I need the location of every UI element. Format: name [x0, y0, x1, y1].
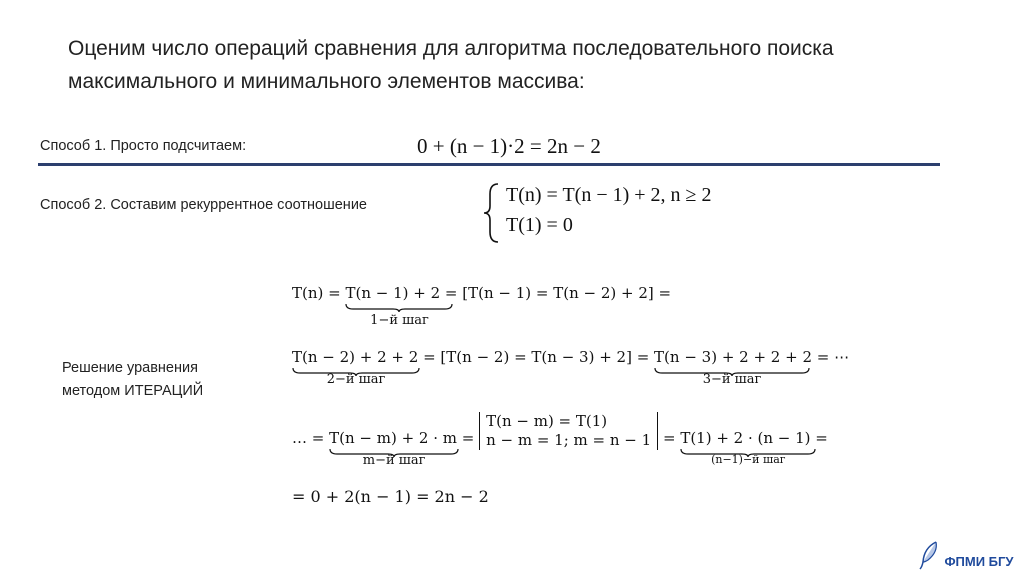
eq3-step-a-label: m−й шаг [362, 453, 426, 468]
equation-step1 [292, 284, 672, 328]
eq3-underbrace-a [329, 429, 457, 468]
equation-result: = 0 + 2(n − 1) = 2n − 2 [292, 487, 489, 506]
eq1-left: T(n) = [292, 284, 346, 302]
divider-line [38, 163, 940, 166]
equation-step-m: … = T(n − m) + 2 · m m−й шаг = T(n − m) = T(1) n − m = 1; m = n − 1 = T(1) + 2 · (n − 1) (n−1)−й шаг = [292, 412, 828, 468]
eq3-matrix-row2: n − m = 1; m = n − 1 [486, 431, 652, 449]
eq2-mid: = [T(n − 2) = T(n − 3) + 2] = [418, 348, 655, 366]
eq3-underbrace-b [680, 429, 811, 466]
method1-formula: 0 + (n − 1)·2 = 2n − 2 [417, 134, 601, 158]
feather-icon [918, 540, 940, 570]
recurrence-line2: T(1) = 0 [506, 214, 573, 236]
eq2-step-a-label: 2−й шаг [326, 372, 386, 387]
eq2-brace-a-text: T(n − 2) + 2 + 2 [292, 348, 419, 366]
equation-step2 [292, 348, 850, 387]
method2-label: Способ 2. Составим рекуррентное соотношение [40, 197, 367, 213]
eq1-step-label: 1−й шаг [370, 313, 429, 328]
logo-text: ФПМИ БГУ [944, 553, 1014, 569]
eq1-right: = [T(n − 1) = T(n − 2) + 2] = [440, 284, 672, 302]
eq3-right: = [810, 429, 828, 447]
method1-label: Способ 1. Просто подсчитаем: [40, 138, 247, 154]
left-brace [482, 182, 502, 244]
eq1-brace-text: T(n − 1) + 2 [345, 284, 441, 302]
eq3-step-b-label: (n−1)−й шаг [711, 453, 786, 466]
solution-label-line1: Решение уравнения [62, 360, 198, 376]
eq2-step-b-label: 3−й шаг [702, 372, 762, 387]
eq1-underbrace [345, 284, 441, 328]
recurrence-line1: T(n) = T(n − 1) + 2, n ≥ 2 [506, 184, 712, 206]
eq2-underbrace-a [292, 348, 419, 387]
eq2-underbrace-b [654, 348, 812, 387]
eq3-matrix-row1: T(n − m) = T(1) [486, 412, 608, 430]
eq2-brace-b-text: T(n − 3) + 2 + 2 + 2 [654, 348, 812, 366]
solution-label-line2: методом ИТЕРАЦИЙ [62, 383, 204, 399]
logo [918, 540, 1013, 570]
eq3-matrix [479, 412, 658, 450]
eq3-brace-a-text: T(n − m) + 2 · m [329, 429, 457, 447]
eq3-brace-b-text: T(1) + 2 · (n − 1) [680, 429, 811, 447]
slide-title: Оценим число операций сравнения для алгоритма последовательного поиска максимального и минимального элементов массива: [68, 37, 834, 93]
eq3-left: … = [292, 429, 330, 447]
eq2-right: = ⋯ [812, 348, 850, 366]
